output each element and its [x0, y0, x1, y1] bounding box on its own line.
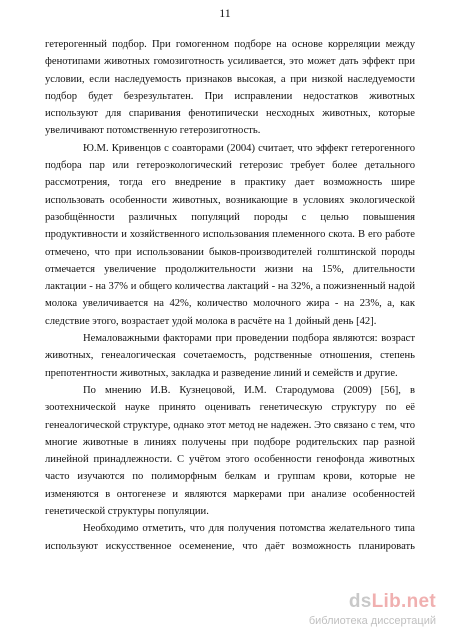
text-line: подбора пар или гетероэкологический гетерозис требует более детального	[45, 160, 415, 172]
paragraph	[45, 382, 415, 520]
paragraph	[45, 330, 415, 382]
text-line: зоотехнической науке принято оценивать генетическую структуру по её	[45, 402, 415, 414]
text-line: условии, если наследуемость признаков высокая, а при низкой наследуемости	[45, 73, 415, 85]
text-line: фенотипами животных гомозиготность усиливается, это может дать эффект при	[45, 56, 415, 68]
text-line: отмечается увеличение продолжительности жизни на 15%, длительности	[45, 263, 415, 275]
text-line: увеличивают потомственную гетерозиготность.	[45, 125, 261, 137]
paragraph	[45, 36, 415, 140]
text-line: гетерогенный подбор. При гомогенном подборе на основе корреляции между	[45, 39, 415, 50]
paragraph	[45, 520, 415, 555]
text-line: продуктивности и хозяйственного использования племенного скота. В его работе	[45, 229, 415, 241]
text-line: отмечено, что при использовании быков-производителей голштинской породы	[45, 246, 415, 258]
text-line: изменяются в онтогенезе и являются маркерами при анализе особенностей	[45, 488, 415, 500]
text-line: По мнению И.В. Кузнецовой, И.М. Стародумова (2009) [56], в	[83, 384, 415, 396]
text-line: подбор будет безрезультатен. При исправлении недостатков животных	[45, 90, 415, 102]
document-body	[45, 36, 415, 606]
watermark-logo	[349, 591, 436, 613]
text-line: разобщённости различных популяций породы с целью повышения	[45, 211, 415, 223]
text-line: Ю.М. Кривенцов с соавторами (2004) считает, что эффект гетерогенного	[83, 142, 415, 154]
text-line: молока увеличивается на 42%, количество молочного жира - на 23%, а, как	[45, 298, 415, 310]
watermark-logo-rest: Lib.net	[371, 591, 436, 612]
page-number: 11	[219, 6, 231, 20]
text-line: генеалогической структуре, однако этот метод не надежен. Это связано с тем, что	[45, 419, 415, 431]
watermark-logo-ds: ds	[348, 591, 372, 612]
text-line: генетической структуры популяции.	[45, 506, 209, 518]
text-line: следствие этого, возрастает удой молока в расчёте на 1 дойный день [42].	[45, 315, 377, 327]
text-line: используют для спаривания фенотипически несходных животных, которые	[45, 108, 415, 120]
text-line: линейной принадлежности. С учётом этого особенности генофонда животных	[45, 454, 415, 466]
text-line: препотентности животных, закладка и разведение линий и семейств и другие.	[45, 367, 398, 379]
watermark	[306, 591, 436, 631]
text-line: рассмотрения, тогда его внедрение в практику дает возможность шире	[45, 177, 415, 189]
text-line: использовать особенности животных, возникающие в условиях экологической	[45, 194, 415, 206]
text-line: лактации - на 37% и общего количества лактаций - на 32%, а пожизненный надой	[45, 281, 415, 293]
text-line: Немаловажными факторами при проведении подбора являются: возраст	[83, 333, 415, 345]
text-line: используют искусственное осеменение, что даёт возможность планировать	[45, 540, 415, 552]
text-line: Необходимо отметить, что для получения потомства желательного типа	[83, 523, 415, 535]
text-line: животных, генеалогическая сочетаемость, родственные отношения, степень	[45, 350, 415, 362]
text-line: часто изучаются по полиморфным белкам и группам крови, которые не	[45, 471, 415, 483]
text-line: многие животные в линиях получены при подборе родительских пар разной	[45, 436, 415, 448]
paragraph	[45, 140, 415, 330]
watermark-caption: библиотека диссертаций	[308, 615, 436, 627]
